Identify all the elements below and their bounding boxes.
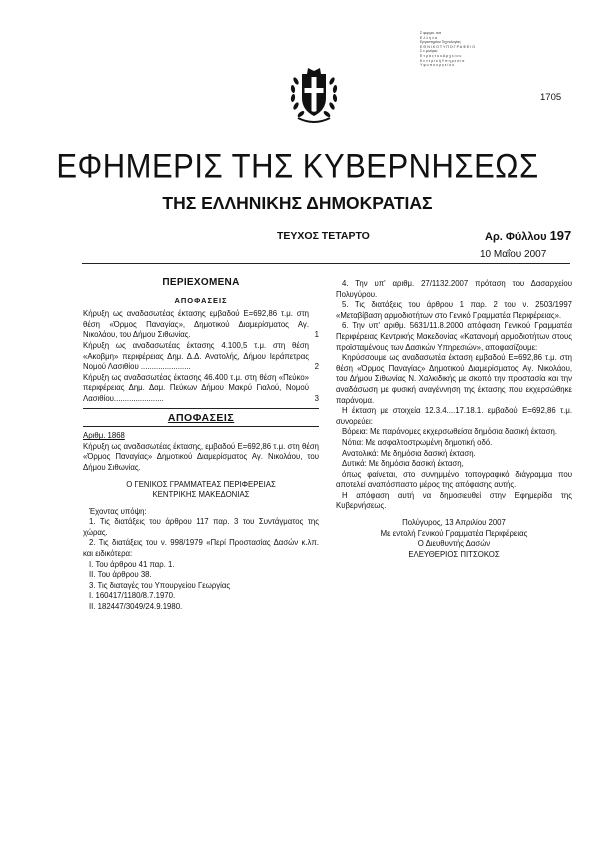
decision-paragraph: 2. Τις διατάξεις του ν. 998/1979 «Περί Προστασίας Δασών κ.λπ. και ειδικότερα:: [83, 538, 319, 559]
authority-line: ΚΕΝΤΡΙΚΗΣ ΜΑΚΕΔΟΝΙΑΣ: [152, 490, 250, 500]
contents-subheading: ΑΠΟΦΑΣΕΙΣ: [174, 295, 228, 305]
decision-paragraph: Δυτικά: Με δημόσια δασική έκταση,: [342, 459, 464, 469]
decision-subject: Κήρυξη ως αναδασωτέας έκτασης, εμβαδού Ε=692,86 τ.μ. στη θέση «Όρμος Παναγίας» Δημοτικού Διαμερίσματος Αγ. Νικολάου, του Δήμου Σιθωνίας.: [83, 441, 319, 472]
issue-date: 10 Μαΐου 2007: [480, 249, 547, 260]
decision-paragraph: Βόρεια: Με παράνομες εκχερσωθείσα δημόσια δασική έκταση.: [342, 427, 557, 437]
toc-item-page: 2: [314, 362, 319, 372]
stamp-line: Εργαστηρίου Τεχνολογίας: [420, 40, 461, 45]
decision-number: Αριθμ. 1868: [83, 431, 125, 441]
stamp-line: Ε λ λ η ν α: [420, 35, 437, 40]
decision-paragraph: 3. Τις διαταγές του Υπουργείου Γεωργίας: [89, 580, 231, 590]
section-divider: [83, 426, 319, 427]
authority-line: Ο ΓΕΝΙΚΟΣ ΓΡΑΜΜΑΤΕΑΣ ΠΕΡΙΦΕΡΕΙΑΣ: [126, 479, 276, 489]
decision-paragraph: II. 182447/3049/24.9.1980.: [89, 602, 183, 612]
toc-item[interactable]: [83, 309, 319, 341]
decision-paragraph: II. Του άρθρου 38.: [89, 570, 152, 580]
signature-line: Ο Διευθυντής Δασών: [417, 539, 491, 549]
stamp-line: Ε τ ρ ά ς τ ο υ Α ρ χ ε ί ο υ: [420, 53, 462, 58]
header-divider: [82, 263, 570, 264]
place-date: Πολύγυρος, 13 Απριλίου 2007: [402, 518, 506, 528]
decisions-heading: ΑΠΟΦΑΣΕΙΣ: [167, 411, 235, 424]
decision-paragraph: όπως φαίνεται, στο συνημμένο τοπογραφικό διάγραμμα που αποτελεί αναπόσπαστο μέρος της απόφασης αυτής.: [336, 469, 572, 490]
stamp-line: Κ ε ν τ ρ ι κ ή Υ π η ρ ε σ ί α: [420, 58, 465, 63]
left-column: [83, 278, 319, 613]
decision-paragraph: I. 160417/1180/8.7.1970.: [89, 591, 176, 601]
decision-paragraph: 1. Τις διατάξεις του άρθρου 117 παρ. 3 του Συντάγματος της χώρας.: [83, 517, 319, 537]
sheet-number: 197: [549, 228, 572, 243]
sheet-label: Αρ. Φύλλου: [485, 231, 547, 243]
considering-label: Έχοντας υπόψη:: [89, 506, 147, 516]
decision-paragraph: 4. Την υπ' αριθμ. 27/1132.2007 πρόταση του Δασαρχείου Πολυγύρου.: [336, 279, 572, 299]
decision-paragraph: I. Του άρθρου 41 παρ. 1.: [89, 559, 175, 569]
stamp-line: Σ φορμα. ανε: [420, 31, 442, 35]
gazette-subtitle: ΤΗΣ ΕΛΛΗΝΙΚΗΣ ΔΗΜΟΚΡΑΤΙΑΣ: [162, 193, 433, 213]
decision-paragraph: Η έκταση με στοιχεία 12.3.4....17.18.1. εμβαδού Ε=692,86 τ.μ. συνορεύει:: [336, 406, 572, 426]
toc-item[interactable]: [83, 341, 319, 373]
page-number: 1705: [540, 92, 562, 103]
contents-heading: ΠΕΡΙΕΧΟΜΕΝΑ: [162, 277, 240, 288]
decision-paragraph: Η απόφαση αυτή να δημοσιευθεί στην Εφημερίδα της Κυβερνήσεως.: [336, 490, 572, 511]
toc-item-page: 3: [314, 393, 319, 403]
decision-paragraph: Ανατολικά: Με δημόσια δασική έκταση.: [342, 448, 476, 458]
decision-paragraph: 5. Τις διατάξεις του άρθρου 1 παρ. 2 του ν. 2503/1997 «Μεταβίβαση αρμοδιοτήτων στο Γενικό Γραμματέα Περιφέρειας».: [336, 300, 572, 320]
sheet-number-line: [485, 228, 571, 243]
right-column: [336, 279, 572, 560]
printing-office-stamp: [420, 31, 515, 68]
toc-item-text: Κήρυξη ως αναδασωτέας έκτασης 4.100,5 τ.μ. στη θέση «Ακοβμη» περιφέρειας Δημ. Δ.Δ. Ανατολής, Δήμου Ιεράπετρας Νομού Λασιθίου .......................: [83, 340, 309, 372]
stamp-line: Σ ε μινάριο: [420, 49, 438, 54]
section-divider: [83, 408, 319, 409]
greek-emblem-icon: [286, 60, 342, 130]
toc-item-text: Κήρυξη ως αναδασωτέας έκτασης 46.400 τ.μ. στη θέση «Πεύκο» περιφέρειας Δημ. Δαμ. Πεύκων Δήμου Μακρύ Γιαλού, Νομού Λασιθίου.......................: [83, 372, 309, 403]
decision-paragraph: 6. Την υπ' αριθμ. 5631/11.8.2000 απόφαση Γενικού Γραμματέα Περιφέρειας Κεντρικής Μακεδονίας «Κατανομή αρμοδιοτήτων στους προϊσταμένους των Δασικών Υπηρεσιών», αποφασίζουμε:: [336, 321, 572, 352]
toc-item[interactable]: [83, 373, 319, 405]
gazette-title: ΕΦΗΜΕΡΙΣ ΤΗΣ ΚΥΒΕΡΝΗΣΕΩΣ: [56, 146, 539, 186]
signatory-name: ΕΛΕΥΘΕΡΙΟΣ ΠΙΤΣΟΚΟΣ: [408, 549, 500, 559]
decision-paragraph: Νότια: Με ασφαλτοστρωμένη δημοτική οδό.: [342, 437, 493, 447]
issue-label: ΤΕΥΧΟΣ ΤΕΤΑΡΤΟ: [277, 230, 370, 242]
signature-line: Με εντολή Γενικού Γραμματέα Περιφέρειας: [380, 528, 528, 538]
decision-paragraph: Κηρύσσουμε ως αναδασωτέα έκταση εμβαδού Ε=692,86 τ.μ. στη θέση «Όρμος Παναγίας» Δημοτικού Διαμερίσματος Αγ. Νικολάου, του Δήμου Σιθωνίας Ν. Χαλκιδικής με σκοπό την προστασία και την αναδάσωση με φυσική αναγέννηση της έκτασης που εκχερσώθηκε παράνομα.: [336, 353, 572, 405]
toc-item-text: Κήρυξη ως αναδασωτέας έκτασης εμβαδού Ε=692,86 τ.μ. στη θέση «Όρμος Παναγίας», Δημοτικού Διαμερίσματος Αγ. Νικολάου, του Δήμου Σιθωνίας.: [83, 309, 309, 340]
stamp-line: Ε Θ Ν Ι Κ Ο Τ Υ Π Ο Γ Ρ Α Φ Ε Ι Ο: [420, 44, 476, 49]
toc-item-page: 1: [314, 330, 319, 340]
stamp-line: Υ φ υ π ο υ ρ γ ε ί ο υ: [420, 63, 455, 68]
